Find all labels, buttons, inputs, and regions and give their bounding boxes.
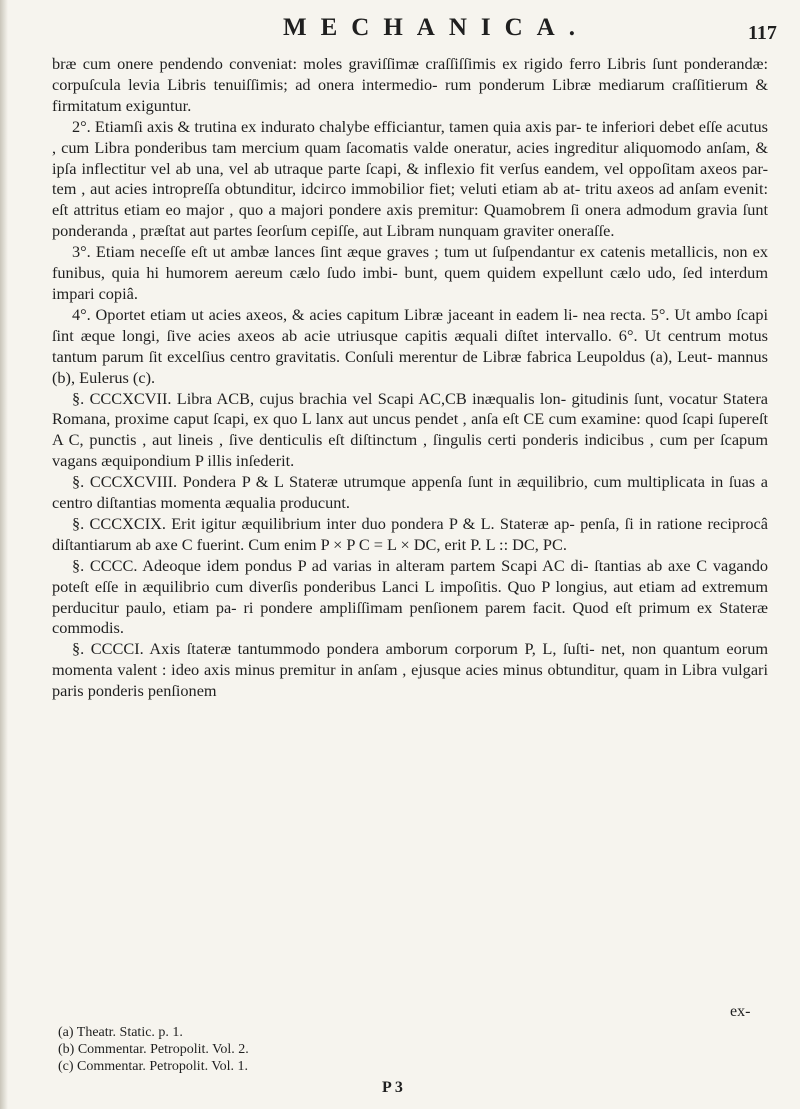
section-cccxcviii: §. CCCXCVIII. Pondera P & L Stateræ utrumque appenſa ſunt in æquilibrio, cum multiplicata in ſuas a centro diſtantias momenta æqualia producunt. [52,472,768,513]
page-header [0,10,800,50]
running-title: MECHANICA. [283,14,589,41]
paragraph-3: 3°. Etiam neceſſe eſt ut ambæ lances ſint æque graves ; tum ut ſuſpendantur ex catenis metallicis, non ex funibus, quia hi humorem aereum cælo ſudo imbi- bunt, quem quidem expellunt cælo udo, ſed interdum impari copiâ. [52,242,768,303]
paragraph-2: 2°. Etiamſi axis & trutina ex indurato chalybe efficiantur, tamen quia axis par- te inferiori debet eſſe acutus , cum Libra ponderibus tam mercium quam ſacomatis valde oneratur, acies ingreditur aliquomodo anſam, & ipſa inflectitur vel ab una, vel ab utraque parte ſcapi, & inflexio fit verſus eandem, vel oppoſitam axeos par- tem , aut acies intropreſſa obtunditur, idcirco immobilior fiet; veluti etiam ab at- tritu axeos ad anſam evenit: eſt attritus etiam eo major , quo a majori pondere axis premitur: Quamobrem ſi onera admodum gravia ſunt ponderanda , præſtat aut partes ſeorſum cepiſſe, aut Libram nunquam graviter oneraſſe. [52,116,768,241]
section-cccxcvii: §. CCCXCVII. Libra ACB, cujus brachia vel Scapi AC,CB inæqualis lon- gitudinis ſunt, vocatur Statera Romana, proxime caput ſcapi, ex quo L lanx aut uncus pendet , anſa eſt CE cum examine: quod ſcapi ſupereſt A C, punctis , aut lineis , ſive denticulis eſt diſtinctum , ſingulis certi ponderis indicibus , cum per ſcapum vagans æquipondium P illis inſederit. [52,388,768,471]
signature-mark: P 3 [382,1079,403,1096]
paragraph-4: 4°. Oportet etiam ut acies axeos, & acies capitum Libræ jaceant in eadem li- nea recta. 5°. Ut ambo ſcapi ſint æque longi, ſive acies axeos ab acie utriusque capitis æquali diſtet intervallo. 6°. Ut centrum motus tantum parum ſit excelſius centro gravitatis. Conſuli merentur de Libræ fabrica Leupoldus (a), Leut- mannus (b), Eulerus (c). [52,304,768,387]
catchword: ex- [730,1003,751,1020]
binding-edge [0,0,8,1109]
footnotes [58,1024,458,1075]
paragraph-continuation: bræ cum onere pendendo conveniat: moles graviſſimæ craſſiſſimis ex rigido ferro Libris ſunt ponderandæ: corpuſcula levia Libris tenuiſſimis; ad onera intermedio- rum ponderum Libræ mediarum craſſitierum & firmitatum exiguntur. [52,54,768,115]
footnote-b: (b) Commentar. Petropolit. Vol. 2. [58,1042,249,1057]
section-cccci: §. CCCCI. Axis ſtateræ tantummodo pondera amborum corporum P, L, ſuſti- net, non quantum eorum momenta valent : ideo axis minus premitur in anſam , ejusque acies minus obtunditur, quam in Libra vulgari paris ponderis penſionem [52,639,768,701]
section-cccc: §. CCCC. Adeoque idem pondus P ad varias in alteram partem Scapi AC di- ſtantias ab axe C vagando poteſt eſſe in æquilibrio cum diverſis ponderibus Lanci L impoſitis. Quo P longius, aut etiam ad extremum perducitur paulo, etiam pa- ri pondere ampliſſimam penſionem parem facit. Quod eſt primum ex Stateræ commodis. [52,555,768,638]
footnote-a: (a) Theatr. Static. p. 1. [58,1025,183,1040]
footnote-c: (c) Commentar. Petropolit. Vol. 1. [58,1059,249,1074]
section-cccxcix: §. CCCXCIX. Erit igitur æquilibrium inter duo pondera P & L. Stateræ ap- penſa, ſi in ratione reciprocâ diſtantiarum ab axe C fuerint. Cum enim P × P C = L × DC, erit P. L :: DC, PC. [52,513,768,554]
page-number: 117 [748,22,777,44]
body-text [52,54,768,702]
